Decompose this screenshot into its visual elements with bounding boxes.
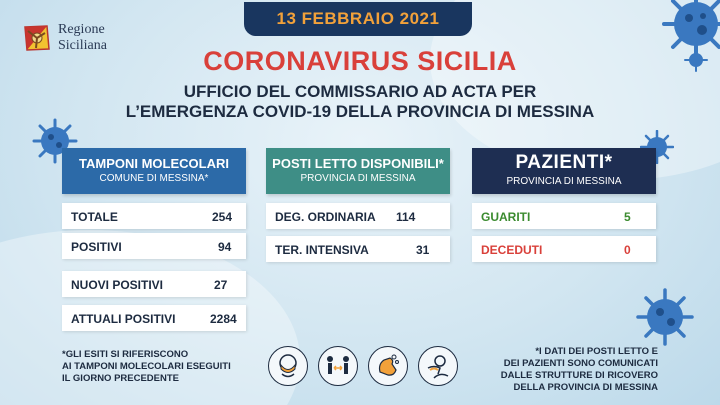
posti-letto-title: POSTI LETTO DISPONIBILI* bbox=[272, 156, 444, 171]
tamponi-row-positivi bbox=[62, 233, 246, 259]
date-banner bbox=[244, 2, 472, 36]
pazienti-subtitle: PROVINCIA DI MESSINA bbox=[506, 176, 622, 187]
tamponi-header bbox=[62, 148, 246, 194]
row-label: NUOVI POSITIVI bbox=[71, 278, 164, 292]
note-line: DELLA PROVINCIA DI MESSINA bbox=[513, 382, 658, 393]
row-value: 254 bbox=[212, 210, 233, 224]
page-title: CORONAVIRUS SICILIA bbox=[203, 46, 517, 76]
subtitle-line2: L’EMERGENZA COVID-19 DELLA PROVINCIA DI MESSINA bbox=[125, 102, 595, 121]
row-value: 2284 bbox=[210, 312, 237, 326]
virus-icon bbox=[684, 48, 708, 72]
distance-icon bbox=[318, 346, 358, 386]
note-line: AI TAMPONI MOLECOLARI ESEGUITI bbox=[62, 361, 231, 372]
handwash-icon bbox=[368, 346, 408, 386]
mask-icon bbox=[268, 346, 308, 386]
pazienti-row-guariti bbox=[472, 203, 656, 229]
pazienti-header bbox=[472, 148, 656, 194]
row-value: 31 bbox=[416, 243, 430, 257]
row-value: 0 bbox=[624, 243, 631, 257]
tamponi-row-totale bbox=[62, 203, 246, 229]
row-value: 27 bbox=[214, 278, 228, 292]
posti-letto-subtitle: PROVINCIA DI MESSINA bbox=[300, 173, 416, 184]
row-label: TOTALE bbox=[71, 210, 118, 224]
note-line: *GLI ESITI SI RIFERISCONO bbox=[62, 349, 189, 360]
note-line: *I DATI DEI POSTI LETTO E bbox=[535, 346, 658, 357]
row-label: TER. INTENSIVA bbox=[275, 243, 369, 257]
pazienti-title: PAZIENTI* bbox=[515, 152, 613, 173]
row-value: 5 bbox=[624, 210, 631, 224]
logo-line1: Regione bbox=[58, 22, 105, 37]
note-tamponi bbox=[62, 349, 231, 385]
row-value: 94 bbox=[218, 240, 232, 254]
virus-icon bbox=[636, 288, 694, 346]
note-line: DEI PAZIENTI SONO COMUNICATI bbox=[503, 358, 658, 369]
date-text: 13 FEBBRAIO 2021 bbox=[276, 9, 440, 28]
row-label: POSITIVI bbox=[71, 240, 122, 254]
prevention-icons bbox=[268, 346, 458, 386]
tamponi-title: TAMPONI MOLECOLARI bbox=[79, 156, 229, 171]
row-label: DEG. ORDINARIA bbox=[275, 210, 376, 224]
note-posti-pazienti bbox=[501, 346, 658, 394]
posti-letto-header bbox=[266, 148, 450, 194]
row-label: GUARITI bbox=[481, 210, 531, 224]
subtitle-line1: UFFICIO DEL COMMISSARIO AD ACTA PER bbox=[183, 82, 537, 101]
row-label: DECEDUTI bbox=[481, 243, 543, 257]
posti-letto-row-deg-ordinaria bbox=[266, 203, 450, 229]
tamponi-row-attuali-positivi bbox=[62, 305, 246, 331]
logo-line2: Siciliana bbox=[58, 38, 107, 53]
row-value: 114 bbox=[396, 210, 416, 224]
tamponi-row-nuovi-positivi bbox=[62, 271, 246, 297]
tamponi-subtitle: COMUNE DI MESSINA* bbox=[99, 173, 209, 184]
pazienti-row-deceduti bbox=[472, 236, 656, 262]
note-line: IL GIORNO PRECEDENTE bbox=[62, 373, 180, 384]
cough-elbow-icon bbox=[418, 346, 458, 386]
posti-letto-row-ter-intensiva bbox=[266, 236, 450, 262]
note-line: DALLE STRUTTURE DI RICOVERO bbox=[500, 370, 658, 381]
row-label: ATTUALI POSITIVI bbox=[71, 312, 176, 326]
